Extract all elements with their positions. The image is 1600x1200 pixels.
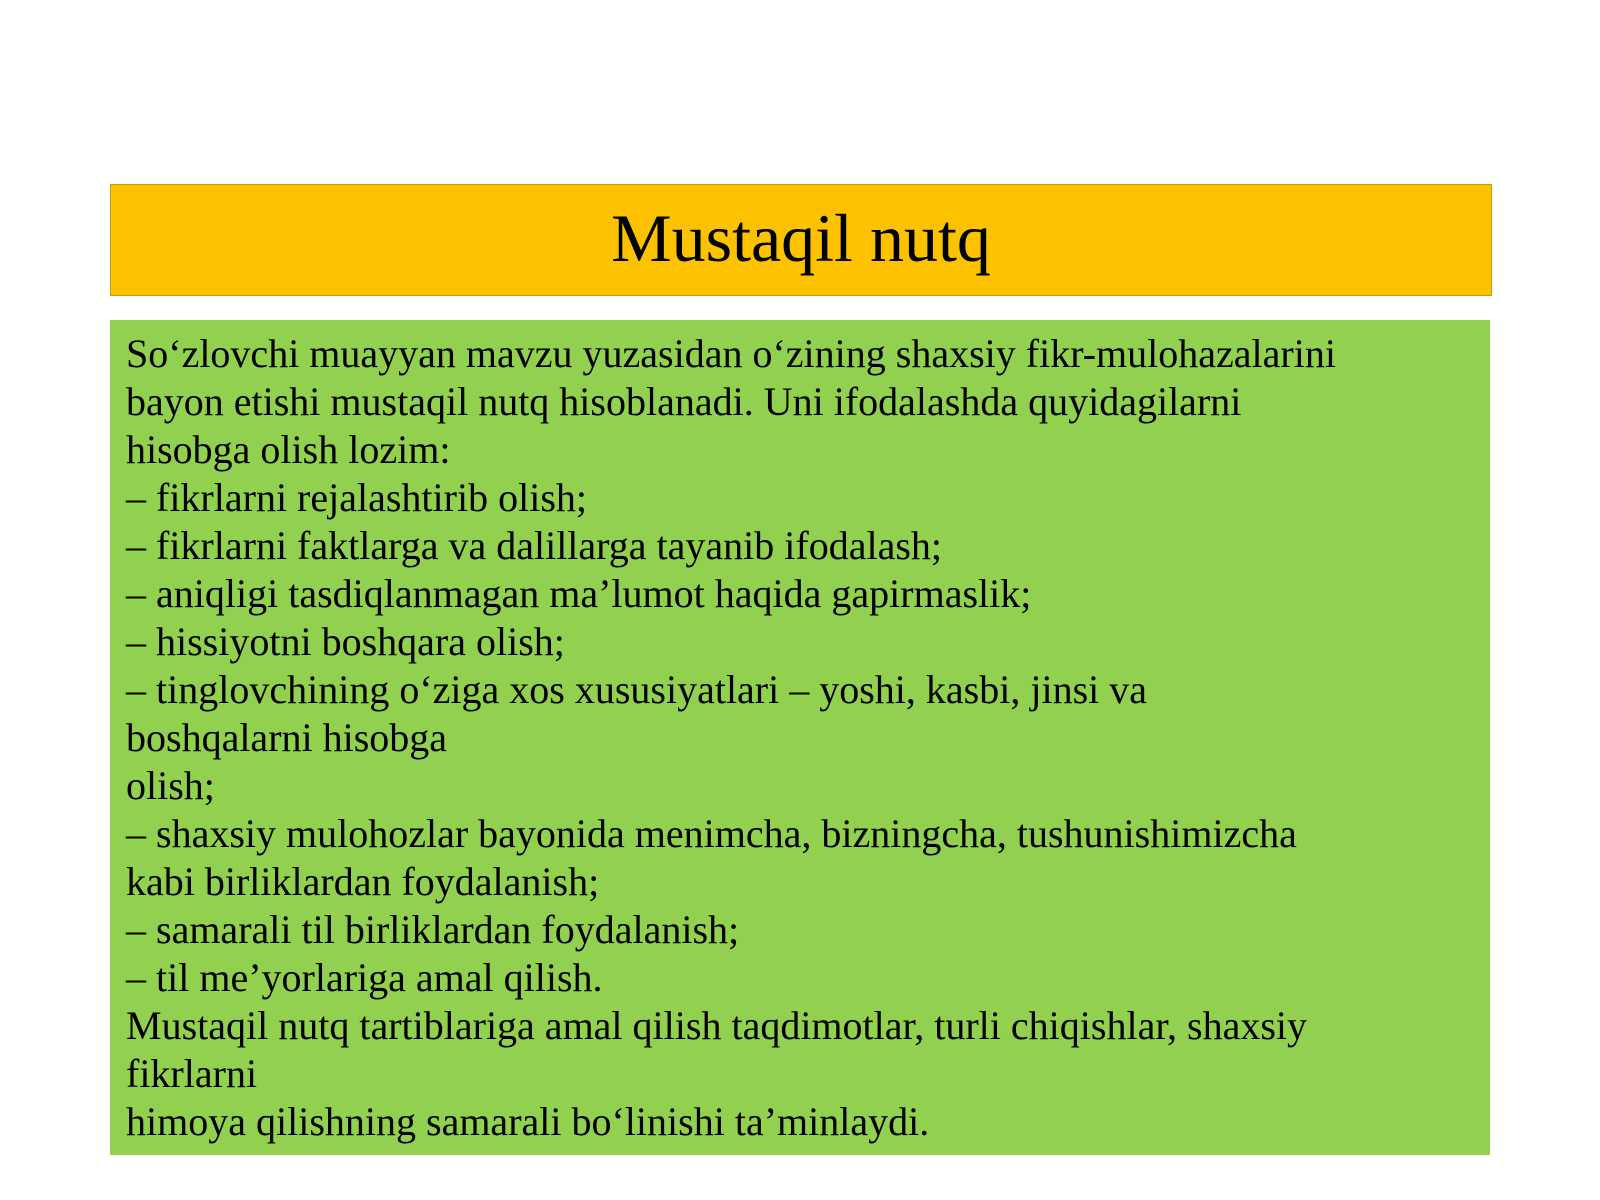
body-line: – shaxsiy mulohozlar bayonida menimcha, bizningcha, tushunishimizcha <box>126 811 1297 856</box>
body-line: – aniqligi tasdiqlanmagan ma’lumot haqida gapirmaslik; <box>126 571 1032 616</box>
title-box <box>110 184 1492 296</box>
body-line: So‘zlovchi muayyan mavzu yuzasidan o‘zining shaxsiy fikr-mulohazalarini <box>126 331 1336 376</box>
body-line: – samarali til birliklardan foydalanish; <box>126 907 740 952</box>
body-line: himoya qilishning samarali bo‘linishi ta’minlaydi. <box>126 1099 930 1144</box>
body-line: fikrlarni <box>126 1051 258 1096</box>
body-line: – fikrlarni rejalashtirib olish; <box>126 475 587 520</box>
body-line: – fikrlarni faktlarga va dalillarga tayanib ifodalash; <box>126 523 942 568</box>
body-line: kabi birliklardan foydalanish; <box>126 859 600 904</box>
body-line: Mustaqil nutq tartiblariga amal qilish taqdimotlar, turli chiqishlar, shaxsiy <box>126 1003 1308 1048</box>
body-line: hisobga olish lozim: <box>126 427 451 472</box>
body-line: olish; <box>126 763 215 808</box>
body-line: – hissiyotni boshqara olish; <box>126 619 565 664</box>
body-line: boshqalarni hisobga <box>126 715 448 760</box>
body-line: – tinglovchining o‘ziga xos xususiyatlari – yoshi, kasbi, jinsi va <box>126 667 1148 712</box>
body-line: – til me’yorlariga amal qilish. <box>126 955 603 1000</box>
body-text-box <box>110 320 1490 1155</box>
slide-title: Mustaqil nutq <box>611 200 991 276</box>
body-line: bayon etishi mustaqil nutq hisoblanadi. Uni ifodalashda quyidagilarni <box>126 379 1242 424</box>
